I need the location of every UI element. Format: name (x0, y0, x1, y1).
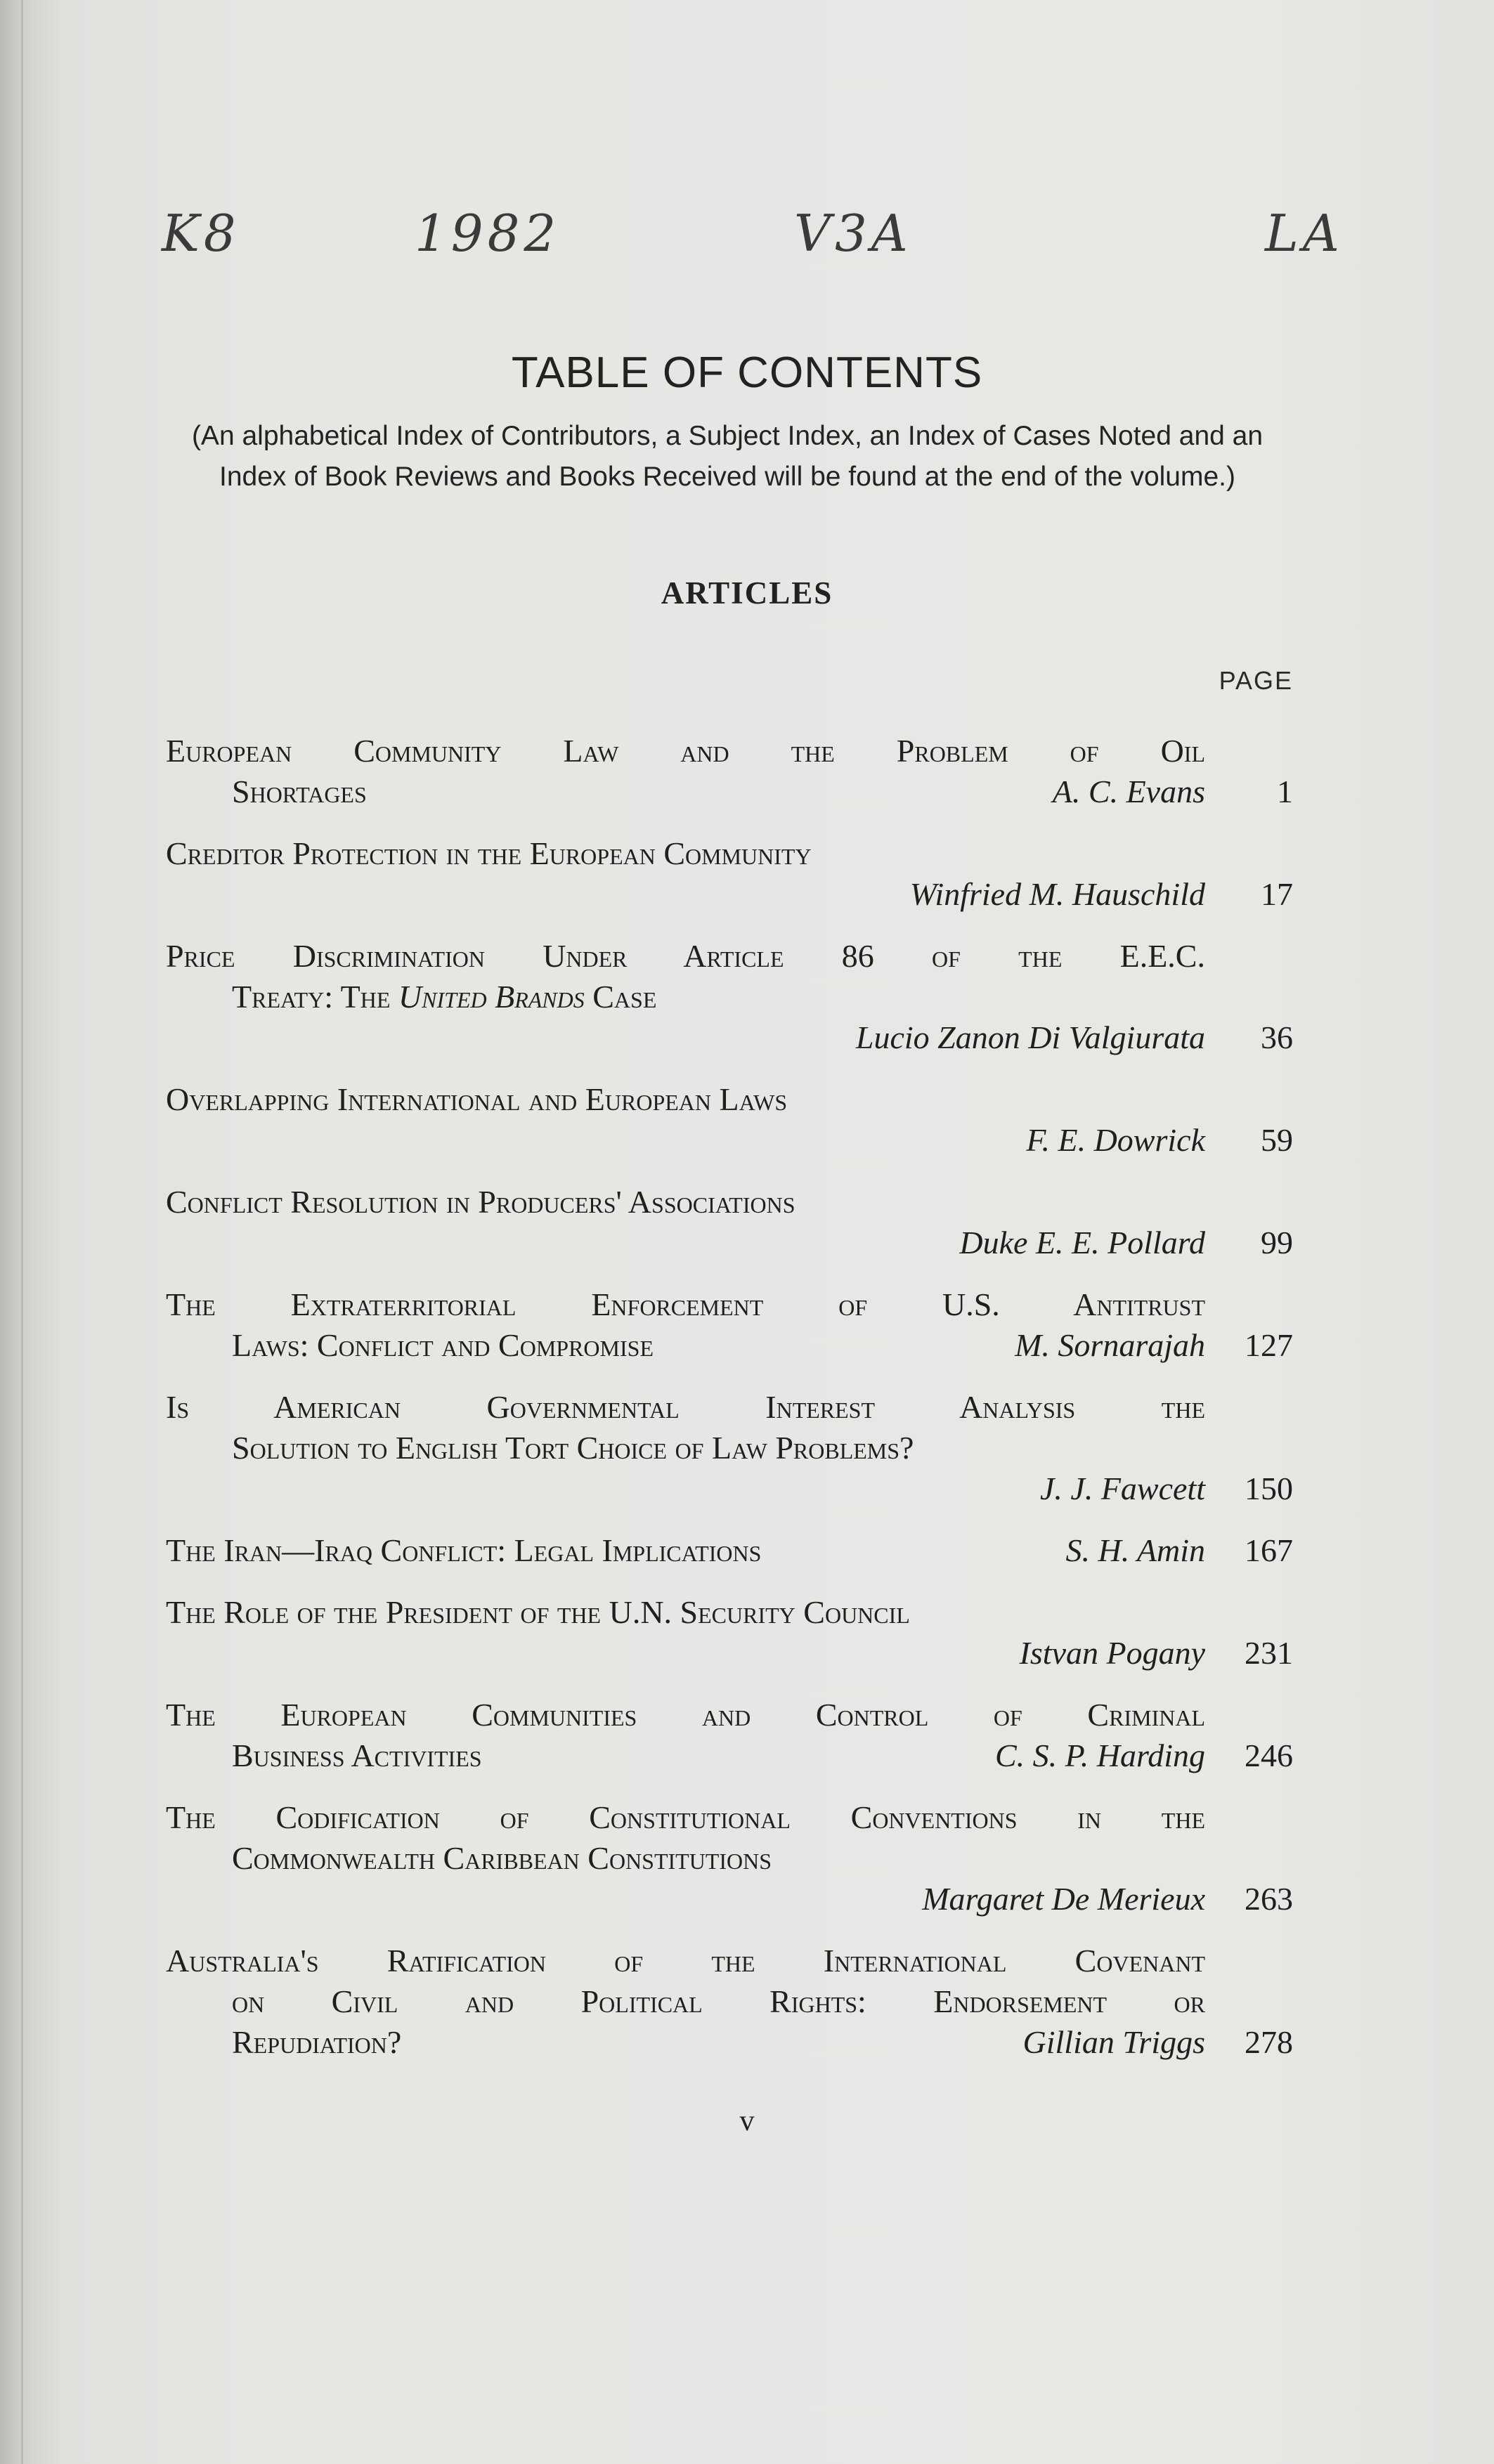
page-folio: v (739, 2105, 755, 2137)
entry-author: Istvan Pogany (1019, 1635, 1205, 1671)
entry-author: M. Sornarajah (1015, 1327, 1205, 1363)
entry-author: Winfried M. Hauschild (909, 876, 1205, 912)
entry-page-number: 263 (1245, 1881, 1293, 1917)
entry-author: F. E. Dowrick (1026, 1122, 1205, 1158)
entry-title-line: on Civil and Political Rights: Endorsement or (232, 1983, 1205, 2019)
entry-title-line: Price Discrimination Under Article 86 of the E.E.C. (166, 938, 1205, 974)
handwritten-mark: LA (1265, 204, 1344, 263)
handwritten-mark: V3A (794, 204, 912, 263)
entry-title-line: The Role of the President of the U.N. Security Council (166, 1594, 910, 1630)
entry-title-line: European Community Law and the Problem of Oil (166, 733, 1205, 769)
entry-author: A. C. Evans (1052, 774, 1205, 809)
entry-title-line: Australia's Ratification of the International Covenant (166, 1943, 1205, 1979)
entry-title-line: The Iran—Iraq Conflict: Legal Implications (166, 1532, 762, 1568)
entry-page-number: 150 (1245, 1471, 1293, 1506)
entry-title-line: Conflict Resolution in Producers' Associations (166, 1184, 795, 1220)
entry-title-line: The European Communities and Control of Criminal (166, 1697, 1205, 1733)
entry-page-number: 36 (1261, 1019, 1293, 1055)
entry-title-line: The Codification of Constitutional Conventions in the (166, 1799, 1205, 1835)
entry-page-number: 59 (1261, 1122, 1293, 1158)
entry-page-number: 17 (1261, 876, 1293, 912)
entry-author: Gillian Triggs (1022, 2024, 1205, 2060)
entry-page-number: 231 (1245, 1635, 1293, 1671)
entry-title-line: Shortages (232, 774, 367, 809)
entry-author: S. H. Amin (1065, 1532, 1205, 1568)
toc-entry (166, 731, 1293, 812)
handwritten-mark: 1982 (415, 204, 561, 263)
entry-page-number: 127 (1245, 1327, 1293, 1363)
entry-title-line: Business Activities (232, 1738, 482, 1773)
entry-title-line: The Extraterritorial Enforcement of U.S. Antitrust (166, 1286, 1205, 1322)
entry-author: Lucio Zanon Di Valgiurata (855, 1019, 1205, 1055)
handwritten-mark: K8 (162, 204, 240, 263)
toc-entry (166, 1592, 1293, 1674)
entry-page-number: 99 (1261, 1225, 1293, 1260)
entry-title-line: Creditor Protection in the European Community (166, 835, 812, 871)
entry-page-number: 278 (1245, 2024, 1293, 2060)
toc-entry (166, 1695, 1293, 1776)
toc-entry (166, 1530, 1293, 1571)
toc-entry (166, 1079, 1293, 1161)
entry-title-line: Solution to English Tort Choice of Law Problems? (232, 1430, 914, 1466)
page-column-label: PAGE (1219, 666, 1293, 695)
toc-entry (166, 833, 1293, 915)
entry-title-line: Commonwealth Caribbean Constitutions (232, 1840, 772, 1876)
entry-page-number: 1 (1277, 774, 1293, 809)
entry-title-line: Repudiation? (232, 2024, 402, 2060)
entry-title-line: Is American Governmental Interest Analysis the (166, 1389, 1205, 1425)
table-of-contents (166, 731, 1293, 2084)
entry-page-number: 167 (1245, 1532, 1293, 1568)
toc-entry (166, 936, 1293, 1058)
toc-entry (166, 1941, 1293, 2063)
toc-entry (166, 1797, 1293, 1919)
entry-author: Duke E. E. Pollard (959, 1225, 1205, 1260)
entry-title-line: Treaty: The United Brands Case (232, 979, 657, 1015)
toc-entry (166, 1182, 1293, 1263)
entry-title-line: Laws: Conflict and Compromise (232, 1327, 654, 1363)
entry-page-number: 246 (1245, 1738, 1293, 1773)
section-heading: ARTICLES (661, 575, 833, 611)
entry-author: C. S. P. Harding (994, 1738, 1205, 1773)
page-title: TABLE OF CONTENTS (511, 348, 983, 397)
case-name: United Brands (398, 979, 585, 1015)
handwritten-call-number (162, 204, 1342, 281)
entry-author: J. J. Fawcett (1039, 1471, 1205, 1506)
toc-entry (166, 1387, 1293, 1509)
entry-title-line: Overlapping International and European Laws (166, 1081, 788, 1117)
toc-entry (166, 1284, 1293, 1366)
entry-author: Margaret De Merieux (922, 1881, 1205, 1917)
index-note: (An alphabetical Index of Contributors, a Subject Index, an Index of Cases Noted and an Index of Book Reviews and Books Received will be found at the end of the volume.) (191, 421, 1264, 492)
